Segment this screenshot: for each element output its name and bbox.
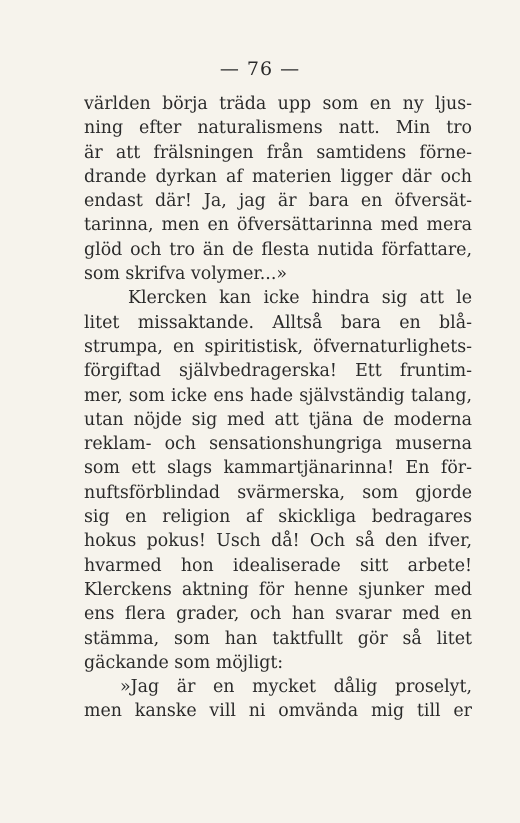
text-line: som skrifva volymer...» [84,264,287,285]
body-text [84,92,472,724]
text-line: drande dyrkan af materien ligger där och [84,166,472,187]
text-line: världen börja träda upp som en ny ljus- [84,94,472,114]
text-line: glöd och tro än de flesta nutida författare, [84,239,472,260]
text-line: stämma, som han taktfullt gör så litet [84,628,472,649]
text-line: reklam- och sensationshungriga muserna [84,434,472,455]
text-line: tarinna, men en öfversättarinna med mera [84,215,472,236]
text-line: nuftsförblindad svärmerska, som gjorde [84,482,472,503]
text-line: men kanske vill ni omvända mig till er [84,701,472,722]
text-line: strumpa, en spiritistisk, öfvernaturlighets- [84,336,472,357]
text-line: Klercken kan icke hindra sig att le [128,288,472,309]
text-line: Klerckens aktning för henne sjunker med [84,579,472,600]
text-line: sig en religion af skickliga bedragares [84,507,472,528]
text-line: utan nöjde sig med att tjäna de moderna [84,409,472,430]
text-line: ens flera grader, och han svarar med en [84,604,472,625]
text-line: endast där! Ja, jag är bara en öfversät- [84,191,472,212]
page-number: — 76 — [219,58,301,80]
text-line: ning efter naturalismens natt. Min tro [84,118,472,139]
text-line: gäckande som möjligt: [84,652,284,673]
text-line: mer, som icke ens hade självständig talang, [84,385,472,406]
text-line: hvarmed hon idealiserade sitt arbete! [84,555,472,576]
text-line: förgiftad självbedragerska! Ett fruntim- [84,361,472,382]
text-line: litet missaktande. Alltså bara en blå- [84,312,472,333]
text-line: är att frälsningen från samtidens förne- [84,142,472,163]
text-line: hokus pokus! Usch då! Och så den ifver, [84,531,472,552]
text-line: »Jag är en mycket dålig proselyt, [120,677,472,698]
text-line: som ett slags kammartjänarinna! En för- [84,458,472,479]
